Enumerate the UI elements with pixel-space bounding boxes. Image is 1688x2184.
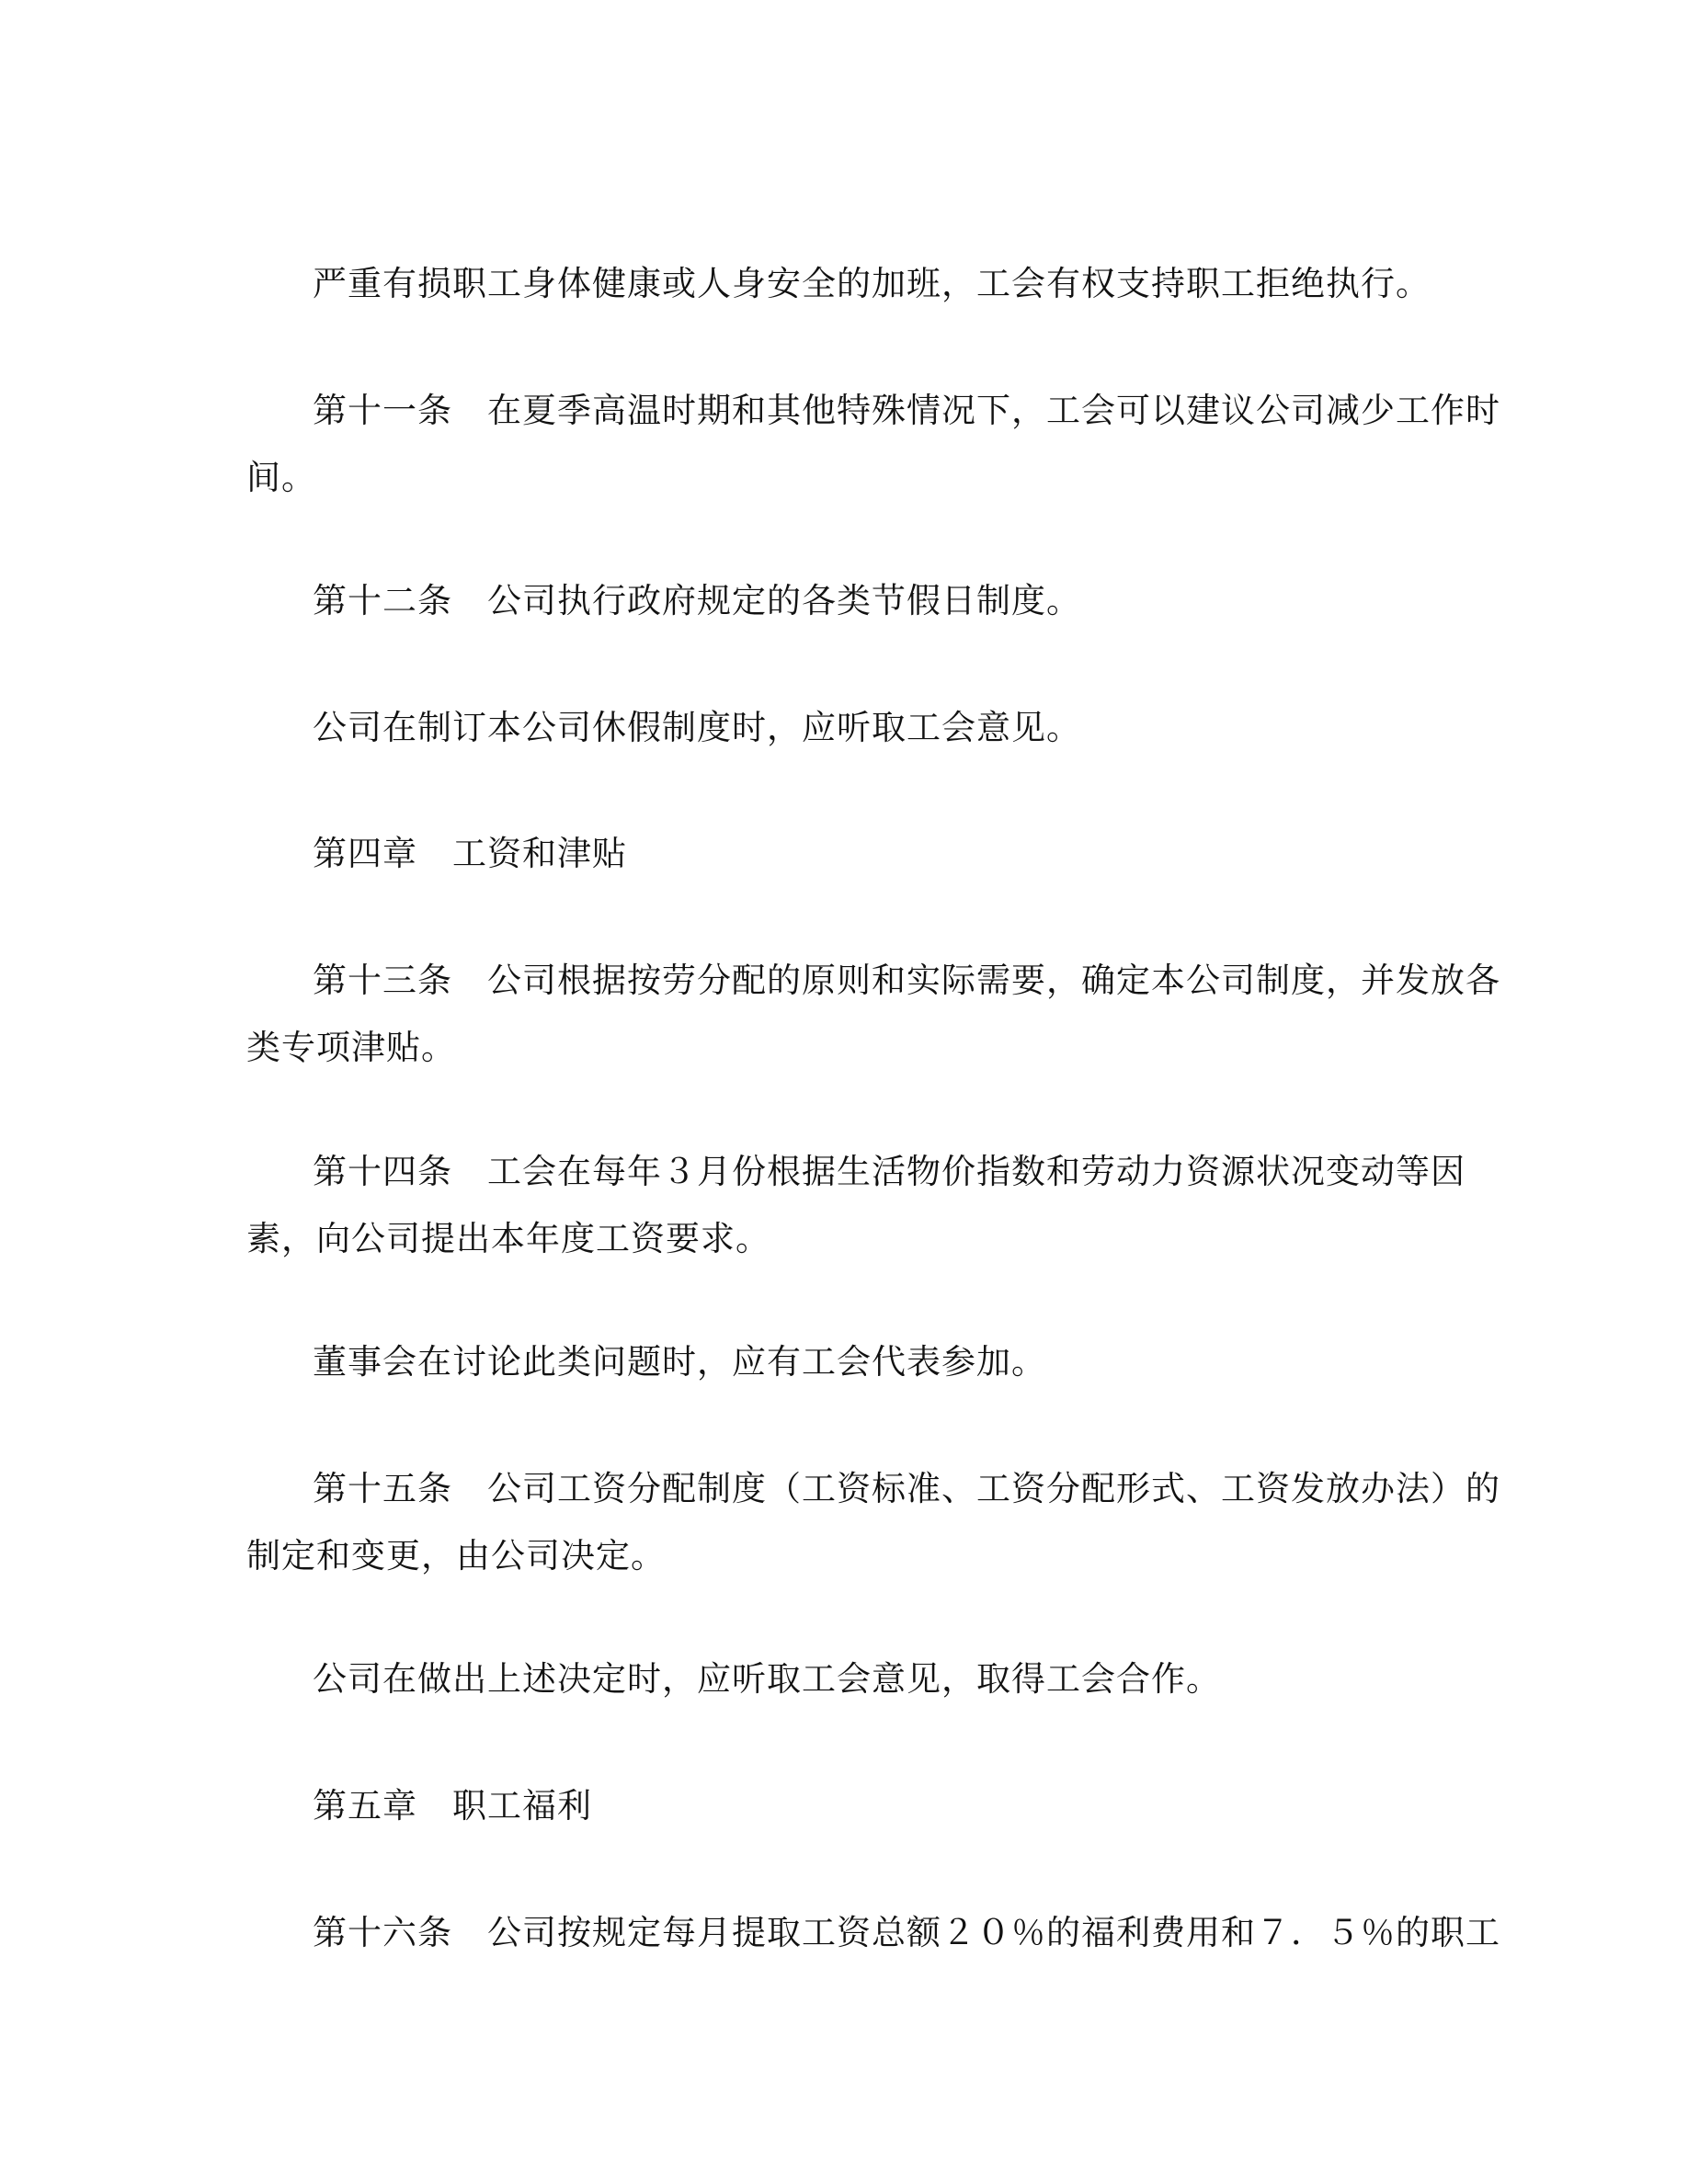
paragraph-line: 第十二条 公司执行政府规定的各类节假日制度。 <box>313 581 1081 620</box>
paragraph-line: 素，向公司提出本年度工资要求。 <box>246 1219 770 1258</box>
paragraph-line: 第十四条 工会在每年３月份根据生活物价指数和劳动力资源状况变动等因 <box>313 1152 1466 1191</box>
chapter-title: 第四章 工资和津贴 <box>313 834 627 873</box>
paragraph-line: 严重有损职工身体健康或人身安全的加班，工会有权支持职工拒绝执行。 <box>313 264 1431 303</box>
paragraph-line: 董事会在讨论此类问题时，应有工会代表参加。 <box>313 1342 1046 1382</box>
paragraph-line: 公司在制订本公司休假制度时，应听取工会意见。 <box>313 708 1081 747</box>
chapter-title: 第五章 职工福利 <box>313 1786 592 1826</box>
paragraph-line: 第十一条 在夏季高温时期和其他特殊情况下，工会可以建议公司减少工作时 <box>313 391 1500 430</box>
paragraph-line: 公司在做出上述决定时，应听取工会意见，取得工会合作。 <box>313 1659 1221 1699</box>
paragraph-line: 第十六条 公司按规定每月提取工资总额２０％的福利费用和７．５％的职工 <box>313 1913 1500 1952</box>
paragraph-line: 第十三条 公司根据按劳分配的原则和实际需要，确定本公司制度，并发放各 <box>313 961 1500 1000</box>
paragraph-line: 第十五条 公司工资分配制度（工资标准、工资分配形式、工资发放办法）的 <box>313 1469 1500 1508</box>
paragraph-line: 制定和变更，由公司决定。 <box>246 1536 666 1575</box>
paragraph-line: 间。 <box>246 458 316 497</box>
paragraph-line: 类专项津贴。 <box>246 1028 456 1067</box>
